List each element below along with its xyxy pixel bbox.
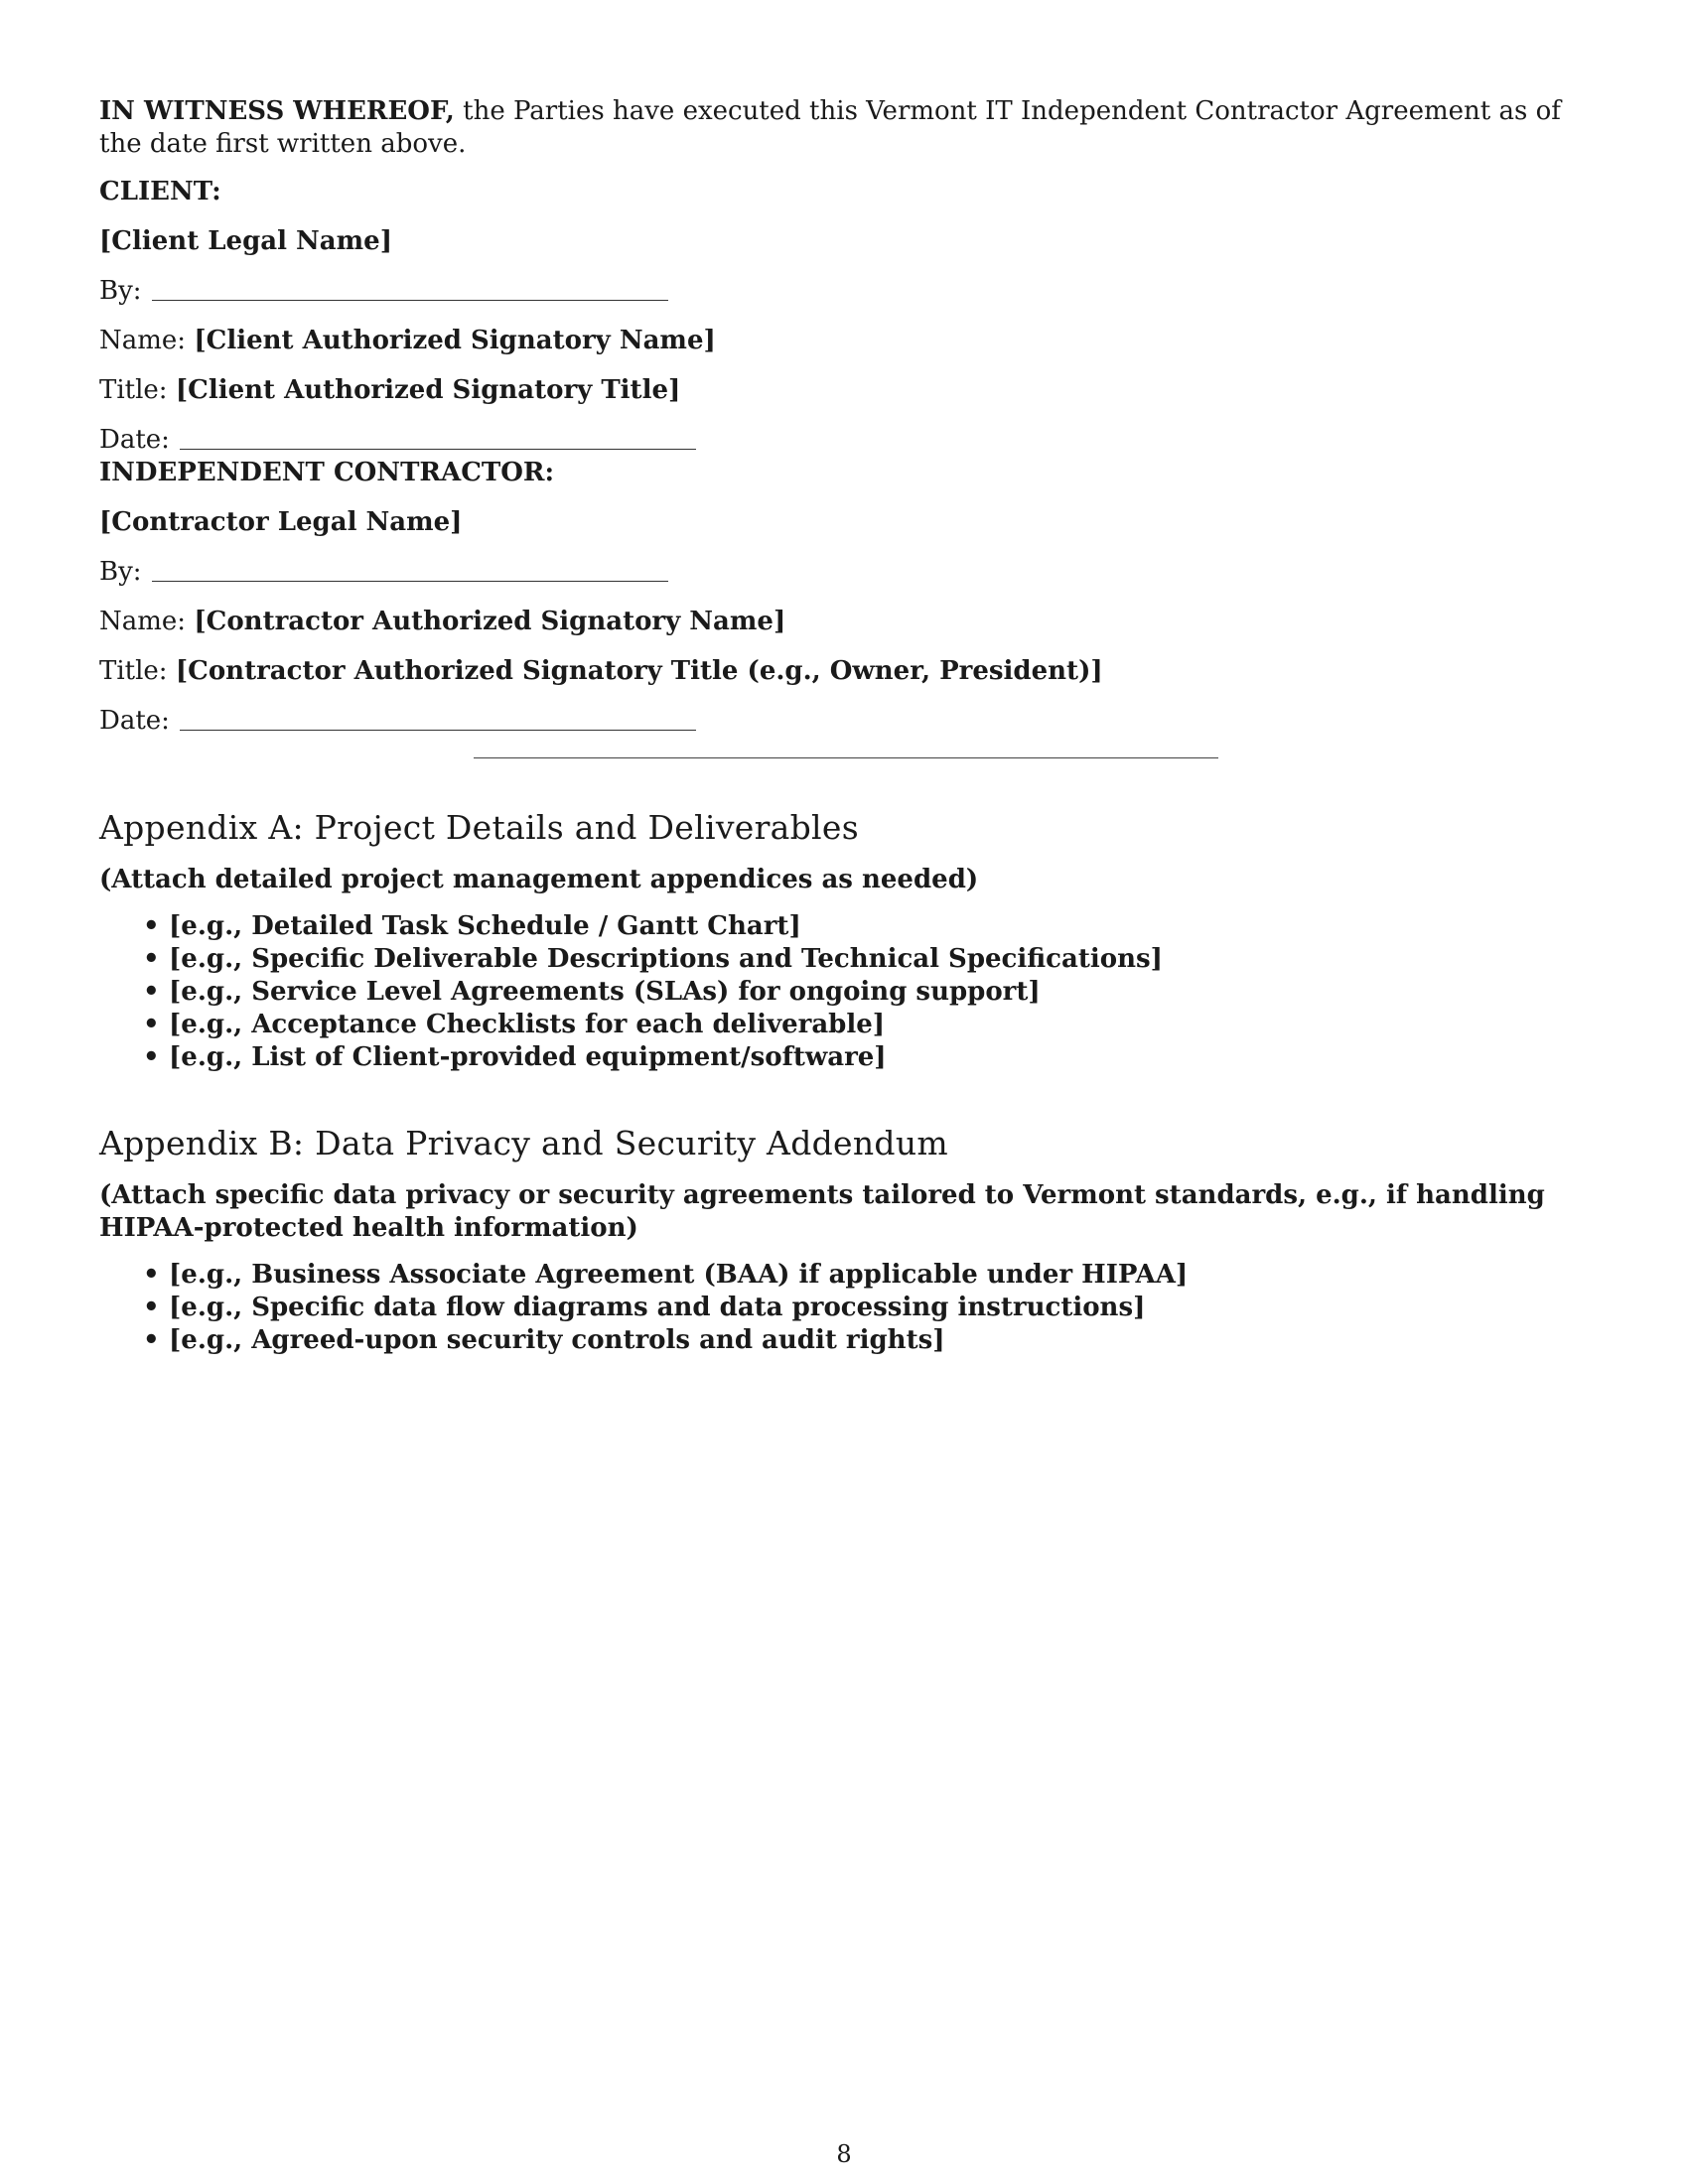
client-signature-field[interactable] bbox=[152, 300, 668, 301]
witness-lead: IN WITNESS WHEREOF, bbox=[99, 96, 455, 126]
witness-text: the Parties have executed this Vermont IT Independent Contractor Agreement as of the date first written above. bbox=[99, 96, 1561, 159]
witness-paragraph bbox=[99, 95, 1589, 161]
list-item: • [e.g., List of Client-provided equipment/software] bbox=[169, 1041, 1589, 1074]
appendix-a bbox=[99, 808, 1589, 1074]
client-date-label: Date: bbox=[99, 425, 170, 455]
contractor-date-label: Date: bbox=[99, 706, 170, 736]
contractor-name-value: [Contractor Authorized Signatory Name] bbox=[194, 607, 786, 636]
list-item: • [e.g., Service Level Agreements (SLAs) for ongoing support] bbox=[169, 976, 1589, 1009]
document-page bbox=[99, 95, 1589, 1357]
appendix-b bbox=[99, 1124, 1589, 1357]
client-legal-name: [Client Legal Name] bbox=[99, 226, 393, 256]
list-item: • [e.g., Specific data flow diagrams and data processing instructions] bbox=[169, 1292, 1589, 1324]
appendix-a-note: (Attach detailed project management appendices as needed) bbox=[99, 865, 979, 894]
contractor-title-value: [Contractor Authorized Signatory Title (e.g., Owner, President)] bbox=[175, 656, 1103, 686]
contractor-by-label: By: bbox=[99, 557, 142, 587]
list-item: • [e.g., Acceptance Checklists for each deliverable] bbox=[169, 1009, 1589, 1041]
contractor-signature-field[interactable] bbox=[152, 581, 668, 582]
contractor-heading: INDEPENDENT CONTRACTOR: bbox=[99, 458, 555, 487]
client-date-field[interactable] bbox=[180, 449, 696, 450]
appendix-b-title: Appendix B: Data Privacy and Security Addendum bbox=[99, 1124, 948, 1162]
contractor-name-line bbox=[99, 606, 1589, 638]
client-name-line bbox=[99, 325, 1589, 357]
client-date-line bbox=[99, 424, 1589, 457]
client-by-label: By: bbox=[99, 276, 142, 306]
list-item: • [e.g., Business Associate Agreement (BAA) if applicable under HIPAA] bbox=[169, 1259, 1589, 1292]
client-signature-block bbox=[99, 176, 1589, 457]
client-title-value: [Client Authorized Signatory Title] bbox=[175, 375, 681, 405]
client-heading: CLIENT: bbox=[99, 177, 221, 206]
list-item: • [e.g., Specific Deliverable Descriptions and Technical Specifications] bbox=[169, 943, 1589, 976]
page-number: 8 bbox=[836, 2140, 852, 2168]
client-title-line bbox=[99, 374, 1589, 407]
section-divider bbox=[474, 757, 1218, 758]
client-name-value: [Client Authorized Signatory Name] bbox=[194, 326, 716, 355]
contractor-title-label: Title: bbox=[99, 656, 168, 686]
client-name-label: Name: bbox=[99, 326, 187, 355]
appendix-a-list bbox=[99, 910, 1589, 1074]
contractor-date-line bbox=[99, 705, 1589, 738]
list-item: • [e.g., Agreed-upon security controls and audit rights] bbox=[169, 1324, 1589, 1357]
appendix-b-list bbox=[99, 1259, 1589, 1357]
list-item: • [e.g., Detailed Task Schedule / Gantt Chart] bbox=[169, 910, 1589, 943]
contractor-legal-name: [Contractor Legal Name] bbox=[99, 507, 463, 537]
client-title-label: Title: bbox=[99, 375, 168, 405]
contractor-by-line bbox=[99, 556, 1589, 589]
contractor-date-field[interactable] bbox=[180, 730, 696, 731]
client-by-line bbox=[99, 275, 1589, 308]
contractor-signature-block bbox=[99, 457, 1589, 738]
appendix-a-title: Appendix A: Project Details and Deliverables bbox=[99, 808, 859, 847]
contractor-name-label: Name: bbox=[99, 607, 187, 636]
appendix-b-note: (Attach specific data privacy or security agreements tailored to Vermont standards, e.g., if handling HIPAA-protected health information) bbox=[99, 1180, 1545, 1243]
contractor-title-line bbox=[99, 655, 1589, 688]
